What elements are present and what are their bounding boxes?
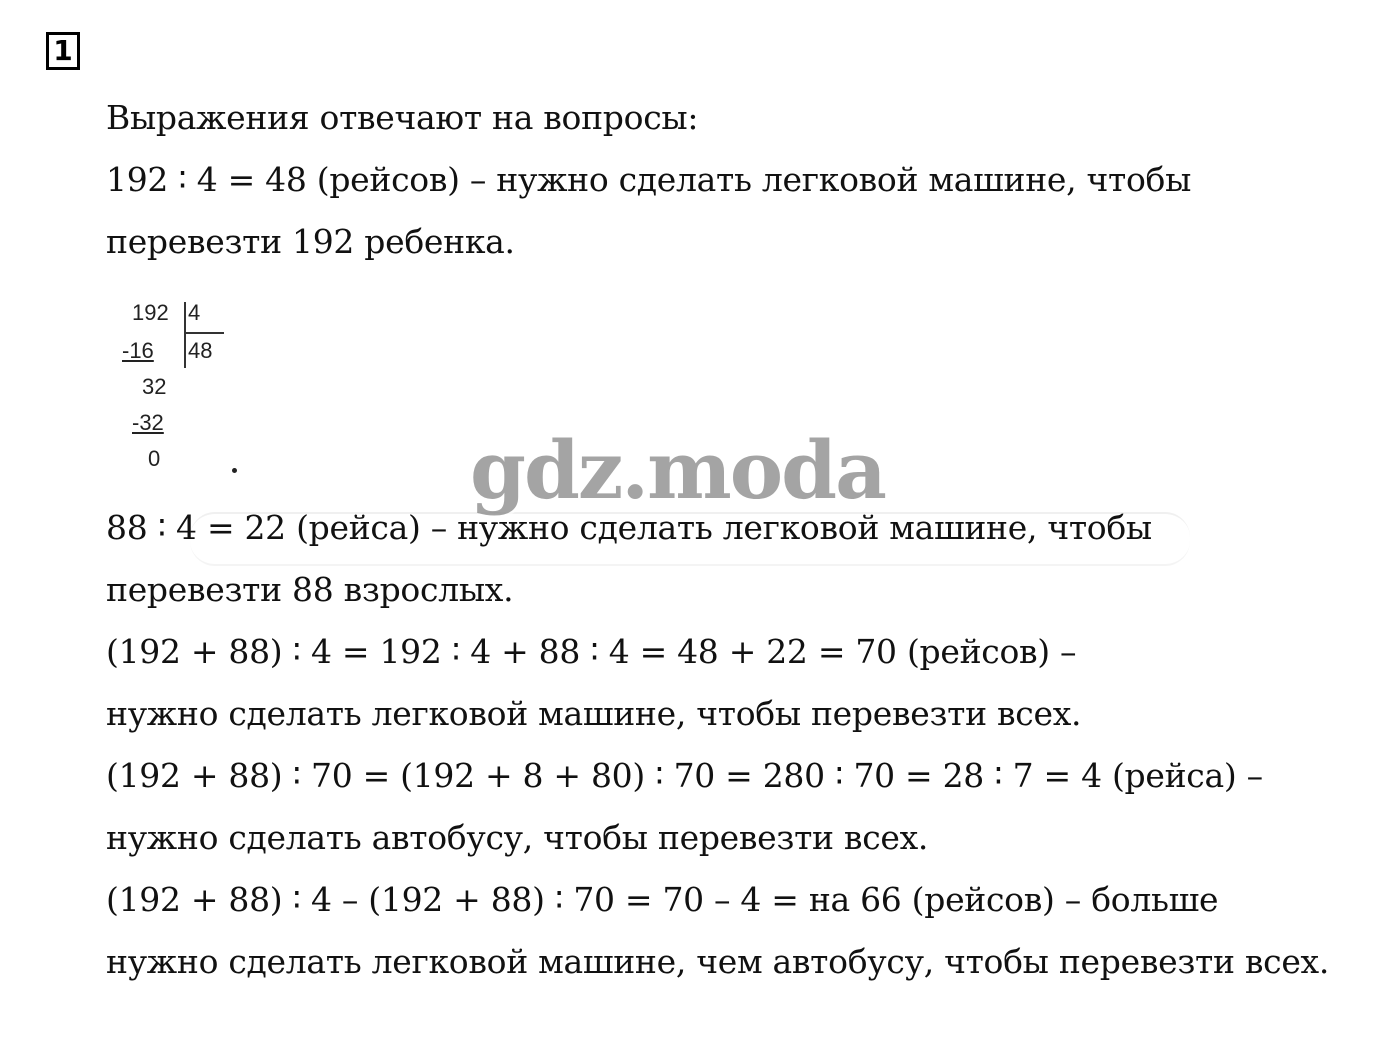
expression-line-2: 88 ∶ 4 = 22 (рейса) – нужно сделать легковой машине, чтобы [106, 508, 1152, 547]
division-final-remainder: 0 [148, 446, 161, 471]
stray-dot [232, 468, 237, 473]
division-remainder-1: 32 [142, 374, 167, 399]
division-divisor: 4 [188, 300, 201, 325]
expression-line-3: (192 + 88) ∶ 4 = 192 ∶ 4 + 88 ∶ 4 = 48 + 22 = 70 (рейсов) – [106, 632, 1077, 671]
division-subtrahend-2: -32 [132, 410, 164, 435]
division-horizontal-rule [184, 332, 224, 334]
expression-line-2-continued: перевезти 88 взрослых. [106, 570, 514, 609]
watermark-ghost-band [190, 512, 1190, 566]
task-number-badge: 1 [46, 32, 80, 70]
division-vertical-rule [184, 302, 186, 368]
expression-line-4-continued: нужно сделать автобусу, чтобы перевезти всех. [106, 818, 929, 857]
expression-line-4: (192 + 88) ∶ 70 = (192 + 8 + 80) ∶ 70 = 280 ∶ 70 = 28 ∶ 7 = 4 (рейса) – [106, 756, 1263, 795]
division-dividend: 192 [132, 300, 169, 325]
expression-line-1-continued: перевезти 192 ребенка. [106, 222, 515, 261]
expression-line-5: (192 + 88) ∶ 4 – (192 + 88) ∶ 70 = 70 – 4 = на 66 (рейсов) – больше [106, 880, 1219, 919]
intro-line: Выражения отвечают на вопросы: [106, 98, 699, 137]
long-division [118, 298, 238, 478]
expression-line-3-continued: нужно сделать легковой машине, чтобы перевезти всех. [106, 694, 1082, 733]
division-quotient: 48 [188, 338, 213, 363]
watermark-logo: gdz.moda [470, 423, 885, 517]
expression-line-1: 192 ∶ 4 = 48 (рейсов) – нужно сделать легковой машине, чтобы [106, 160, 1192, 199]
expression-line-5-continued: нужно сделать легковой машине, чем автобусу, чтобы перевезти всех. [106, 942, 1330, 981]
division-subtrahend-1: -16 [122, 338, 154, 363]
